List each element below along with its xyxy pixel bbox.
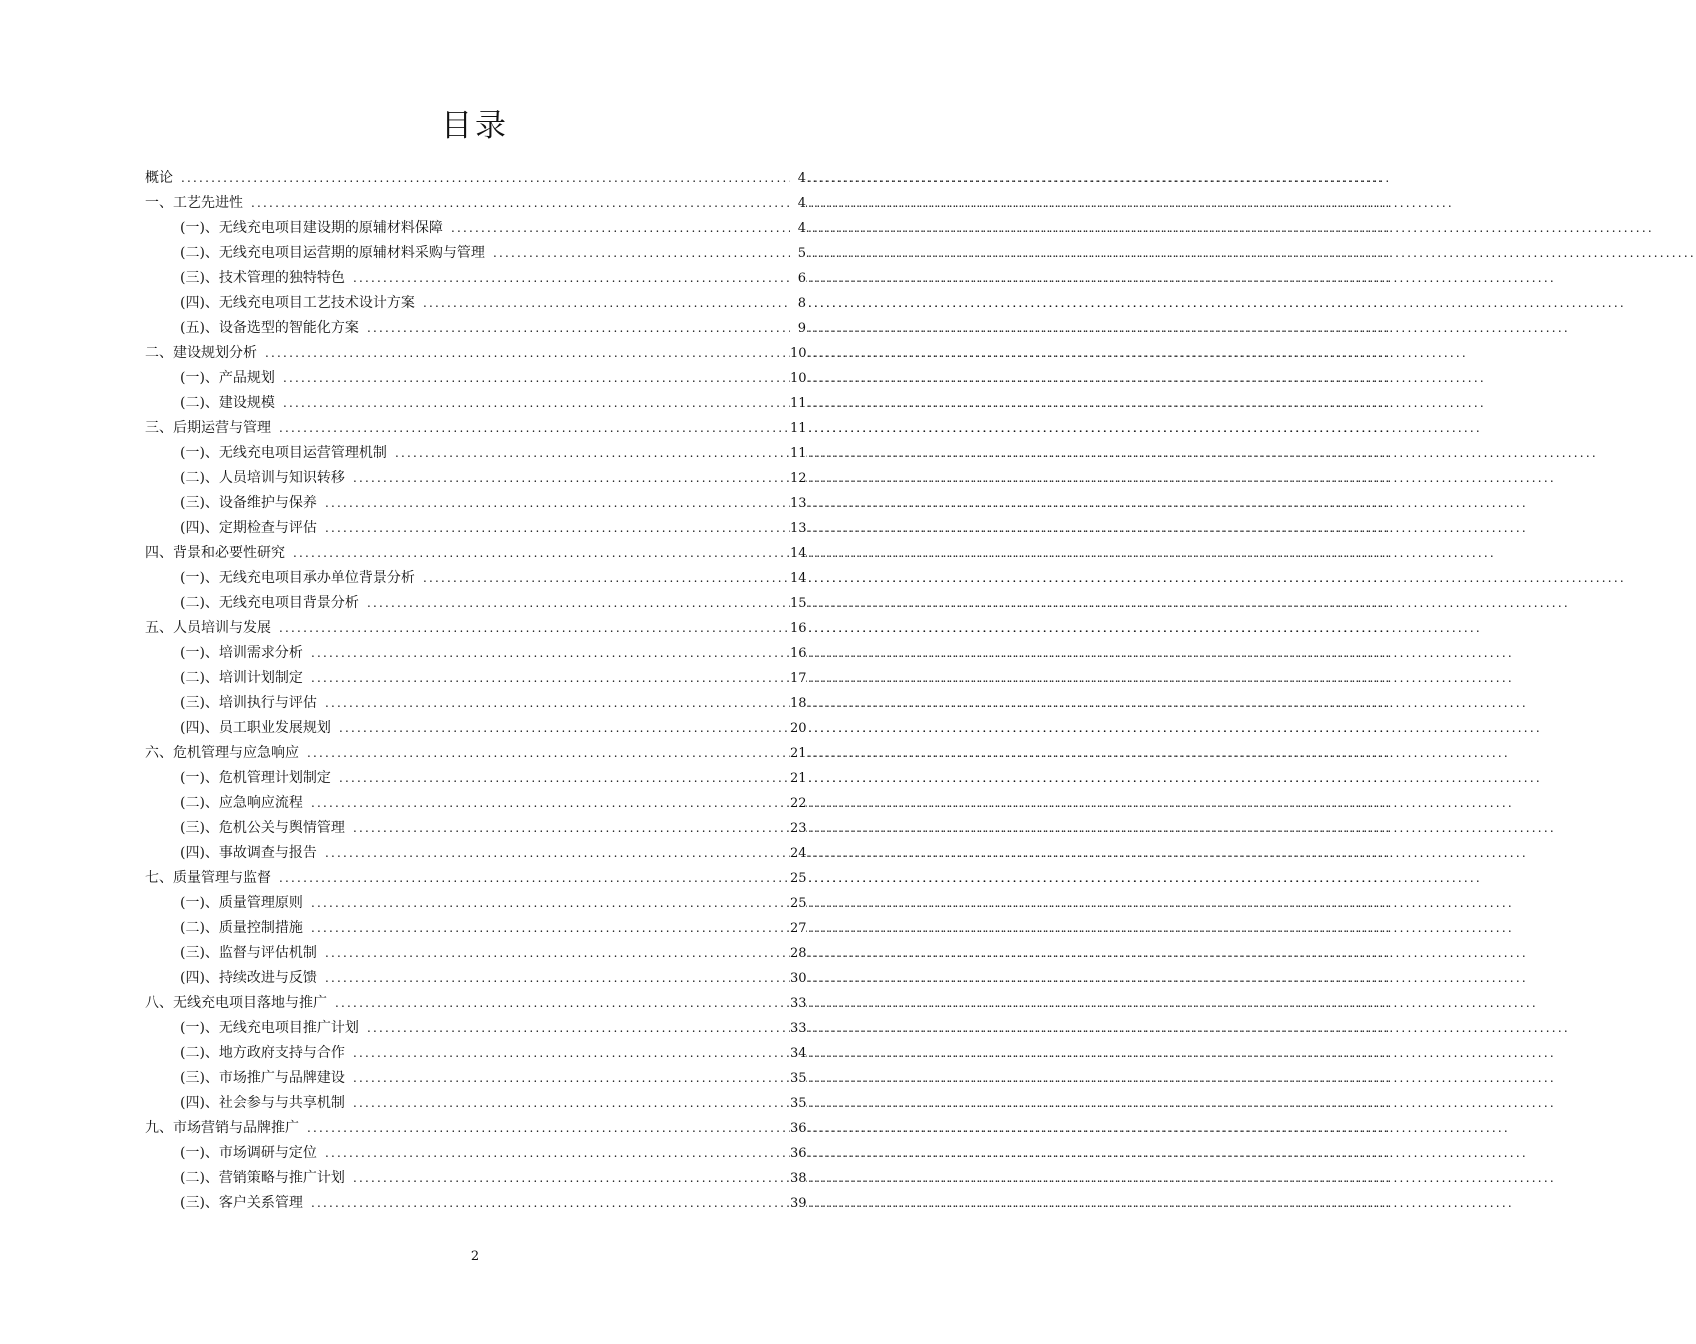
toc-entry-label-box: [145, 541, 790, 566]
toc-entry-label: (三)、培训执行与评估: [180, 695, 317, 711]
toc-subentry[interactable]: [0, 966, 1392, 991]
toc-entry-label-box: [180, 491, 790, 516]
toc-entry-page: 17: [790, 666, 806, 691]
toc-subentry[interactable]: [0, 316, 1392, 341]
toc-entry-label-box: [180, 1166, 790, 1191]
toc-entry-page: 34: [790, 1041, 806, 1066]
toc-entry-label-box: [180, 1041, 790, 1066]
toc-leader-dots: .................................................................................................: [808, 846, 1392, 860]
toc-leader-dots: .................................................................................................: [808, 1021, 1392, 1035]
toc-entry-page: 36: [790, 1141, 806, 1166]
toc-subentry[interactable]: [0, 641, 1392, 666]
toc-subentry[interactable]: [0, 666, 1392, 691]
toc-leader-dots: .................................................................................................: [808, 296, 1392, 310]
toc-entry-page: 14: [790, 566, 806, 591]
toc-entry-label: (二)、培训计划制定: [180, 670, 303, 686]
toc-subentry[interactable]: [0, 566, 1392, 591]
toc-entry-label: 概论: [145, 170, 173, 186]
toc-entry-page: 10: [790, 366, 806, 391]
toc-entry-label: 九、市场营销与品牌推广: [145, 1120, 299, 1136]
toc-subentry[interactable]: [0, 266, 1392, 291]
toc-leader-dots: .................................................................................................: [808, 621, 1392, 635]
toc-entry-label-box: [145, 416, 790, 441]
toc-entry-label: 七、质量管理与监督: [145, 870, 271, 886]
toc-subentry[interactable]: [0, 216, 1392, 241]
toc-entry-page: 38: [790, 1166, 806, 1191]
toc-entry-label: (二)、无线充电项目背景分析: [180, 595, 359, 611]
toc-entry-label-box: [180, 1191, 790, 1216]
toc-entry-label-box: [145, 991, 790, 1016]
toc-leader-dots: .................................................................................................: [808, 646, 1392, 660]
toc-leader-dots: .................................................................................................: [808, 671, 1392, 685]
toc-entry-page: 36: [790, 1116, 806, 1141]
toc-entry-label-box: [180, 966, 790, 991]
toc-entry-page: 4: [790, 166, 806, 191]
toc-entry-label-box: [145, 166, 790, 191]
toc-entry-label-box: [180, 391, 790, 416]
toc-entry-page: 9: [790, 316, 806, 341]
toc-subentry[interactable]: [0, 916, 1392, 941]
toc-entry-page: 11: [790, 416, 806, 441]
toc-entry-label-box: [180, 916, 790, 941]
toc-subentry[interactable]: [0, 816, 1392, 841]
toc-entry-label: (二)、地方政府支持与合作: [180, 1045, 345, 1061]
toc-leader-dots: .................................................................................................: [808, 1121, 1392, 1135]
toc-entry-page: 13: [790, 516, 806, 541]
toc-leader-dots: .................................................................................................: [808, 996, 1392, 1010]
toc-entry-label: (二)、无线充电项目运营期的原辅材料采购与管理: [180, 245, 485, 261]
toc-entry-label-box: [180, 891, 790, 916]
toc-entry-label: (三)、技术管理的独特特色: [180, 270, 345, 286]
toc-entry-page: 6: [790, 266, 806, 291]
toc-subentry[interactable]: [0, 1166, 1392, 1191]
toc-leader-dots: .................................................................................................: [808, 946, 1392, 960]
toc-entry-label-box: [180, 241, 790, 266]
toc-entry-label-box: [180, 1091, 790, 1116]
toc-leader-dots: .................................................................................................: [808, 321, 1392, 335]
toc-leader-dots: .................................................................................................: [808, 821, 1392, 835]
toc-subentry[interactable]: [0, 1191, 1392, 1216]
table-of-contents: [0, 166, 1392, 1216]
toc-entry-label: (四)、社会参与与共享机制: [180, 1095, 345, 1111]
toc-entry-label-box: [180, 666, 790, 691]
toc-leader-dots: .................................................................................................: [808, 896, 1392, 910]
toc-entry-label-box: [180, 766, 790, 791]
toc-subentry[interactable]: [0, 516, 1392, 541]
toc-entry-label: 一、工艺先进性: [145, 195, 243, 211]
toc-entry-page: 33: [790, 1016, 806, 1041]
toc-entry-label: (四)、无线充电项目工艺技术设计方案: [180, 295, 415, 311]
toc-leader-dots: .................................................................................................: [808, 921, 1392, 935]
toc-entry-label-box: [180, 291, 790, 316]
toc-subentry[interactable]: [0, 1041, 1392, 1066]
toc-entry-page: 25: [790, 866, 806, 891]
toc-entry-label: 二、建设规划分析: [145, 345, 257, 361]
toc-leader-dots: .................................................................................................: [808, 771, 1392, 785]
toc-entry-page: 4: [790, 216, 806, 241]
toc-entry-page: 28: [790, 941, 806, 966]
toc-entry[interactable]: [0, 541, 1392, 566]
toc-entry-page: 21: [790, 766, 806, 791]
toc-entry-label: 八、无线充电项目落地与推广: [145, 995, 327, 1011]
toc-entry-page: 18: [790, 691, 806, 716]
toc-entry-label: (一)、质量管理原则: [180, 895, 303, 911]
toc-leader-dots: .................................................................................................: [808, 346, 1392, 360]
toc-entry-label: 六、危机管理与应急响应: [145, 745, 299, 761]
toc-entry-label: (四)、定期检查与评估: [180, 520, 317, 536]
toc-entry-label: (一)、市场调研与定位: [180, 1145, 317, 1161]
toc-subentry[interactable]: [0, 466, 1392, 491]
toc-leader-dots: .................................................................................................: [808, 596, 1392, 610]
toc-entry-label: (一)、无线充电项目承办单位背景分析: [180, 570, 415, 586]
toc-subentry[interactable]: [0, 391, 1392, 416]
toc-entry-label-box: [180, 716, 790, 741]
toc-entry-label: (二)、人员培训与知识转移: [180, 470, 345, 486]
toc-leader-dots: .................................................................................................: [808, 221, 1392, 235]
toc-entry-label: (一)、无线充电项目推广计划: [180, 1020, 359, 1036]
toc-leader-dots: .................................................................................................: [808, 546, 1392, 560]
toc-entry-label-box: [145, 341, 790, 366]
toc-leader-dots: .................................................................................................: [808, 796, 1392, 810]
toc-entry-page: 5: [790, 241, 806, 266]
toc-leader-dots: .................................................................................................: [808, 571, 1392, 585]
toc-entry-page: 16: [790, 641, 806, 666]
toc-entry-label-box: [180, 516, 790, 541]
toc-entry-page: 14: [790, 541, 806, 566]
toc-leader-dots: .................................................................................................: [808, 721, 1392, 735]
toc-entry-label: (三)、设备维护与保养: [180, 495, 317, 511]
toc-entry-label: 四、背景和必要性研究: [145, 545, 285, 561]
toc-entry-page: 11: [790, 391, 806, 416]
toc-entry-page: 10: [790, 341, 806, 366]
toc-leader-dots: .................................................................................................: [808, 696, 1392, 710]
toc-entry-page: 35: [790, 1091, 806, 1116]
toc-entry-label: (二)、营销策略与推广计划: [180, 1170, 345, 1186]
toc-entry-page: 22: [790, 791, 806, 816]
toc-subentry[interactable]: [0, 691, 1392, 716]
toc-subentry[interactable]: [0, 441, 1392, 466]
toc-entry-label-box: [180, 566, 790, 591]
toc-subentry[interactable]: [0, 841, 1392, 866]
toc-entry-label-box: [180, 591, 790, 616]
toc-entry-label-box: [180, 441, 790, 466]
toc-entry-label: (四)、持续改进与反馈: [180, 970, 317, 986]
toc-entry-label-box: [180, 841, 790, 866]
toc-leader-dots: .................................................................................................: [808, 271, 1392, 285]
toc-leader-dots: .................................................................................................: [808, 371, 1392, 385]
toc-leader-dots: .................................................................................................: [808, 746, 1392, 760]
toc-leader-dots: .................................................................................................: [808, 1096, 1392, 1110]
toc-entry-label: (三)、客户关系管理: [180, 1195, 303, 1211]
toc-entry-page: 30: [790, 966, 806, 991]
toc-leader-dots: .................................................................................................: [808, 871, 1392, 885]
toc-subentry[interactable]: [0, 366, 1392, 391]
toc-entry-label-box: [180, 941, 790, 966]
toc-entry-label-box: [180, 266, 790, 291]
toc-entry[interactable]: [0, 341, 1392, 366]
toc-entry-label-box: [180, 1016, 790, 1041]
toc-entry-label: (一)、无线充电项目建设期的原辅材料保障: [180, 220, 443, 236]
toc-subentry[interactable]: [0, 1066, 1392, 1091]
toc-entry-label: (一)、无线充电项目运营管理机制: [180, 445, 387, 461]
toc-entry-label-box: [180, 816, 790, 841]
toc-subentry[interactable]: [0, 1016, 1392, 1041]
toc-leader-dots: .................................................................................................: [808, 471, 1392, 485]
toc-entry-label-box: [145, 616, 790, 641]
toc-entry-page: 24: [790, 841, 806, 866]
toc-subentry[interactable]: [0, 941, 1392, 966]
toc-entry-page: 39: [790, 1191, 806, 1216]
toc-leader-dots: .................................................................................................: [808, 1171, 1392, 1185]
toc-subentry[interactable]: [0, 766, 1392, 791]
toc-entry-page: 27: [790, 916, 806, 941]
toc-entry-page: 13: [790, 491, 806, 516]
toc-entry-page: 12: [790, 466, 806, 491]
toc-entry[interactable]: [0, 166, 1392, 191]
toc-entry-label-box: [145, 191, 790, 216]
toc-subentry[interactable]: [0, 1091, 1392, 1116]
toc-entry-label: 五、人员培训与发展: [145, 620, 271, 636]
toc-leader-dots: .................................................................................................: [808, 446, 1392, 460]
toc-subentry[interactable]: [0, 1141, 1392, 1166]
toc-entry-label: (五)、设备选型的智能化方案: [180, 320, 359, 336]
toc-entry-label-box: [180, 316, 790, 341]
toc-entry-label-box: [180, 691, 790, 716]
toc-entry-page: 11: [790, 441, 806, 466]
toc-entry[interactable]: [0, 866, 1392, 891]
toc-leader-dots: .................................................................................................: [808, 246, 1392, 260]
toc-entry-label-box: [145, 866, 790, 891]
toc-entry-label: 三、后期运营与管理: [145, 420, 271, 436]
toc-entry-label: (三)、监督与评估机制: [180, 945, 317, 961]
toc-subentry[interactable]: [0, 891, 1392, 916]
toc-entry-label: (一)、产品规划: [180, 370, 275, 386]
toc-leader-dots: .................................................................................................: [808, 421, 1392, 435]
toc-entry-label-box: [180, 791, 790, 816]
toc-subentry[interactable]: [0, 241, 1392, 266]
toc-entry-label: (二)、建设规模: [180, 395, 275, 411]
toc-leader-dots: .................................................................................................: [808, 496, 1392, 510]
toc-entry-label-box: [145, 741, 790, 766]
toc-entry-page: 33: [790, 991, 806, 1016]
toc-entry-label: (三)、危机公关与舆情管理: [180, 820, 345, 836]
toc-entry-page: 16: [790, 616, 806, 641]
toc-leader-dots: .................................................................................................: [808, 1196, 1392, 1210]
toc-entry-label-box: [180, 466, 790, 491]
toc-entry-page: 8: [790, 291, 806, 316]
toc-entry-label: (一)、危机管理计划制定: [180, 770, 331, 786]
toc-subentry[interactable]: [0, 291, 1392, 316]
toc-entry-page: 25: [790, 891, 806, 916]
page-title: 目录: [441, 108, 509, 144]
toc-subentry[interactable]: [0, 716, 1392, 741]
toc-entry[interactable]: [0, 191, 1392, 216]
toc-entry[interactable]: [0, 1116, 1392, 1141]
toc-entry-label-box: [180, 1141, 790, 1166]
toc-leader-dots: .................................................................................................: [808, 1046, 1392, 1060]
page-number: 2: [470, 1249, 480, 1264]
toc-entry-page: 23: [790, 816, 806, 841]
toc-entry-label-box: [145, 1116, 790, 1141]
toc-leader-dots: .................................................................................................: [808, 171, 1392, 185]
toc-entry-label: (二)、应急响应流程: [180, 795, 303, 811]
toc-entry[interactable]: [0, 741, 1392, 766]
toc-entry-label-box: [180, 1066, 790, 1091]
toc-entry-page: 15: [790, 591, 806, 616]
toc-entry-page: 35: [790, 1066, 806, 1091]
toc-entry-label: (三)、市场推广与品牌建设: [180, 1070, 345, 1086]
toc-entry[interactable]: [0, 416, 1392, 441]
toc-entry-label: (四)、员工职业发展规划: [180, 720, 331, 736]
toc-leader-dots: .................................................................................................: [808, 396, 1392, 410]
toc-entry[interactable]: [0, 991, 1392, 1016]
toc-subentry[interactable]: [0, 791, 1392, 816]
toc-leader-dots: .................................................................................................: [808, 521, 1392, 535]
toc-entry[interactable]: [0, 616, 1392, 641]
toc-entry-label-box: [180, 641, 790, 666]
toc-leader-dots: .................................................................................................: [808, 1071, 1392, 1085]
toc-entry-label-box: [180, 216, 790, 241]
toc-leader-dots: .................................................................................................: [808, 196, 1392, 210]
toc-subentry[interactable]: [0, 491, 1392, 516]
toc-leader-dots: .................................................................................................: [808, 971, 1392, 985]
toc-entry-page: 4: [790, 191, 806, 216]
toc-entry-page: 20: [790, 716, 806, 741]
toc-entry-label-box: [180, 366, 790, 391]
toc-entry-label: (二)、质量控制措施: [180, 920, 303, 936]
toc-entry-label: (一)、培训需求分析: [180, 645, 303, 661]
toc-leader-dots: .................................................................................................: [808, 1146, 1392, 1160]
toc-entry-page: 21: [790, 741, 806, 766]
toc-entry-label: (四)、事故调查与报告: [180, 845, 317, 861]
toc-subentry[interactable]: [0, 591, 1392, 616]
